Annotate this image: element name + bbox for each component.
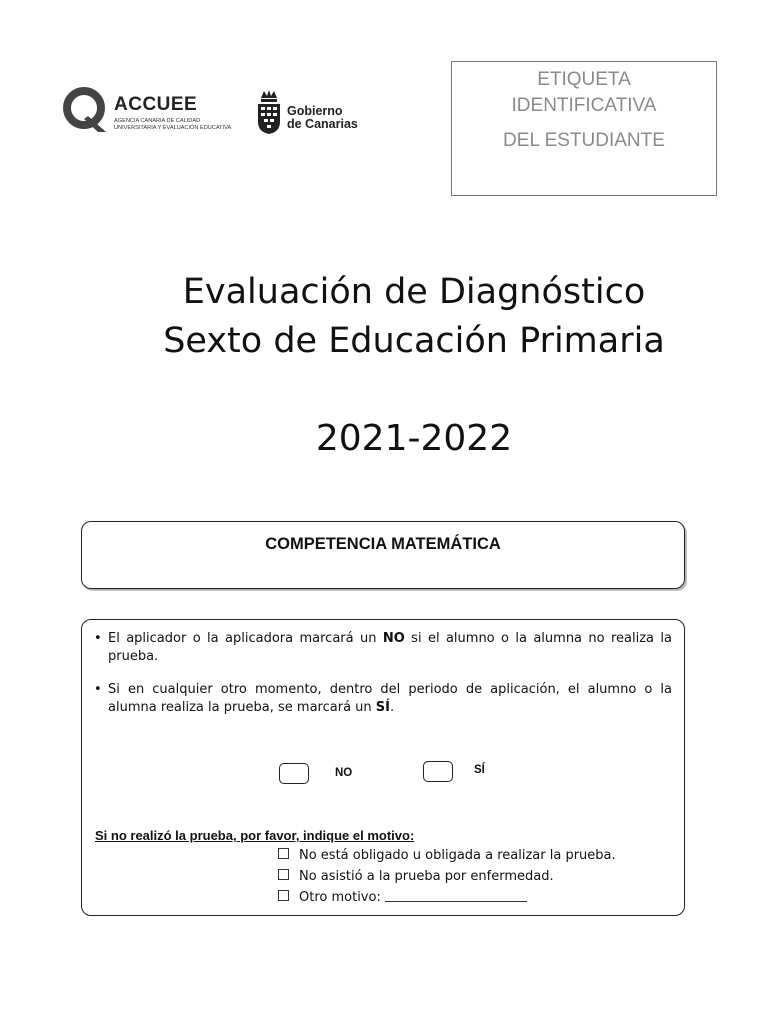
bullet1-text-after: si el alumno o la alumna no realiza la prueba. (108, 631, 672, 664)
accuee-subtitle-line2: UNIVERSITARIA Y EVALUACIÓN EDUCATIVA (114, 124, 232, 131)
bullet1-text-before: El aplicador o la aplicadora marcará un (108, 631, 383, 646)
no-checkbox[interactable] (279, 763, 309, 784)
reason-option-label: No está obligado u obligada a realizar la prueba. (299, 848, 616, 863)
no-label: NO (335, 767, 353, 779)
main-title-line1: Evaluación de Diagnóstico (182, 272, 646, 312)
main-title-line2: Sexto de Educación Primaria (163, 321, 665, 361)
student-label-line1: ETIQUETA (537, 69, 631, 90)
bullet2-text-after: . (389, 700, 395, 715)
student-label-box (451, 61, 717, 196)
reason-option-illness[interactable] (278, 869, 554, 884)
gobierno-line1: Gobierno (287, 104, 343, 118)
bullet2-bold: SÍ (375, 700, 390, 715)
competence-box (81, 521, 685, 589)
reason-checkbox-icon[interactable] (278, 869, 289, 880)
instruction-bullet-no (92, 630, 672, 666)
bullet-dot: • (94, 682, 102, 697)
gobierno-text (287, 105, 358, 131)
accuee-name: ACCUEE (114, 94, 198, 115)
reason-checkbox-icon[interactable] (278, 890, 289, 901)
other-reason-blank-line[interactable] (385, 889, 527, 902)
reason-checkbox-icon[interactable] (278, 848, 289, 859)
instruction-bullet-si (92, 681, 672, 717)
reason-option-label: Otro motivo: (299, 890, 381, 905)
reason-title: Si no realizó la prueba, por favor, indique el motivo: (95, 828, 415, 843)
gobierno-canarias-logo (256, 88, 366, 136)
accuee-logo (62, 86, 252, 136)
gobierno-line2: de Canarias (287, 117, 358, 131)
accuee-q-logo-icon (62, 86, 110, 134)
accuee-subtitle-line1: AGENCIA CANARIA DE CALIDAD (114, 118, 201, 124)
bullet-dot: • (94, 631, 102, 646)
reason-option-label: No asistió a la prueba por enfermedad. (299, 869, 554, 884)
competence-title: COMPETENCIA MATEMÁTICA (265, 535, 501, 553)
bullet1-bold: NO (382, 631, 405, 646)
instructions-box (81, 619, 685, 916)
student-label-line3: DEL ESTUDIANTE (503, 130, 665, 151)
bullet2-text-before: Si en cualquier otro momento, dentro del periodo de aplicación, el alumno o la alumna realiza la prueba, se marcará un (108, 682, 672, 715)
coat-of-arms-icon (256, 88, 282, 134)
academic-year: 2021-2022 (315, 418, 513, 459)
si-label: SÍ (474, 764, 485, 776)
reason-option-not-obligated[interactable] (278, 848, 616, 863)
student-label-line2: IDENTIFICATIVA (511, 95, 657, 116)
si-checkbox[interactable] (423, 761, 453, 782)
reason-option-other[interactable] (278, 889, 527, 905)
accuee-subtitle (114, 118, 231, 131)
